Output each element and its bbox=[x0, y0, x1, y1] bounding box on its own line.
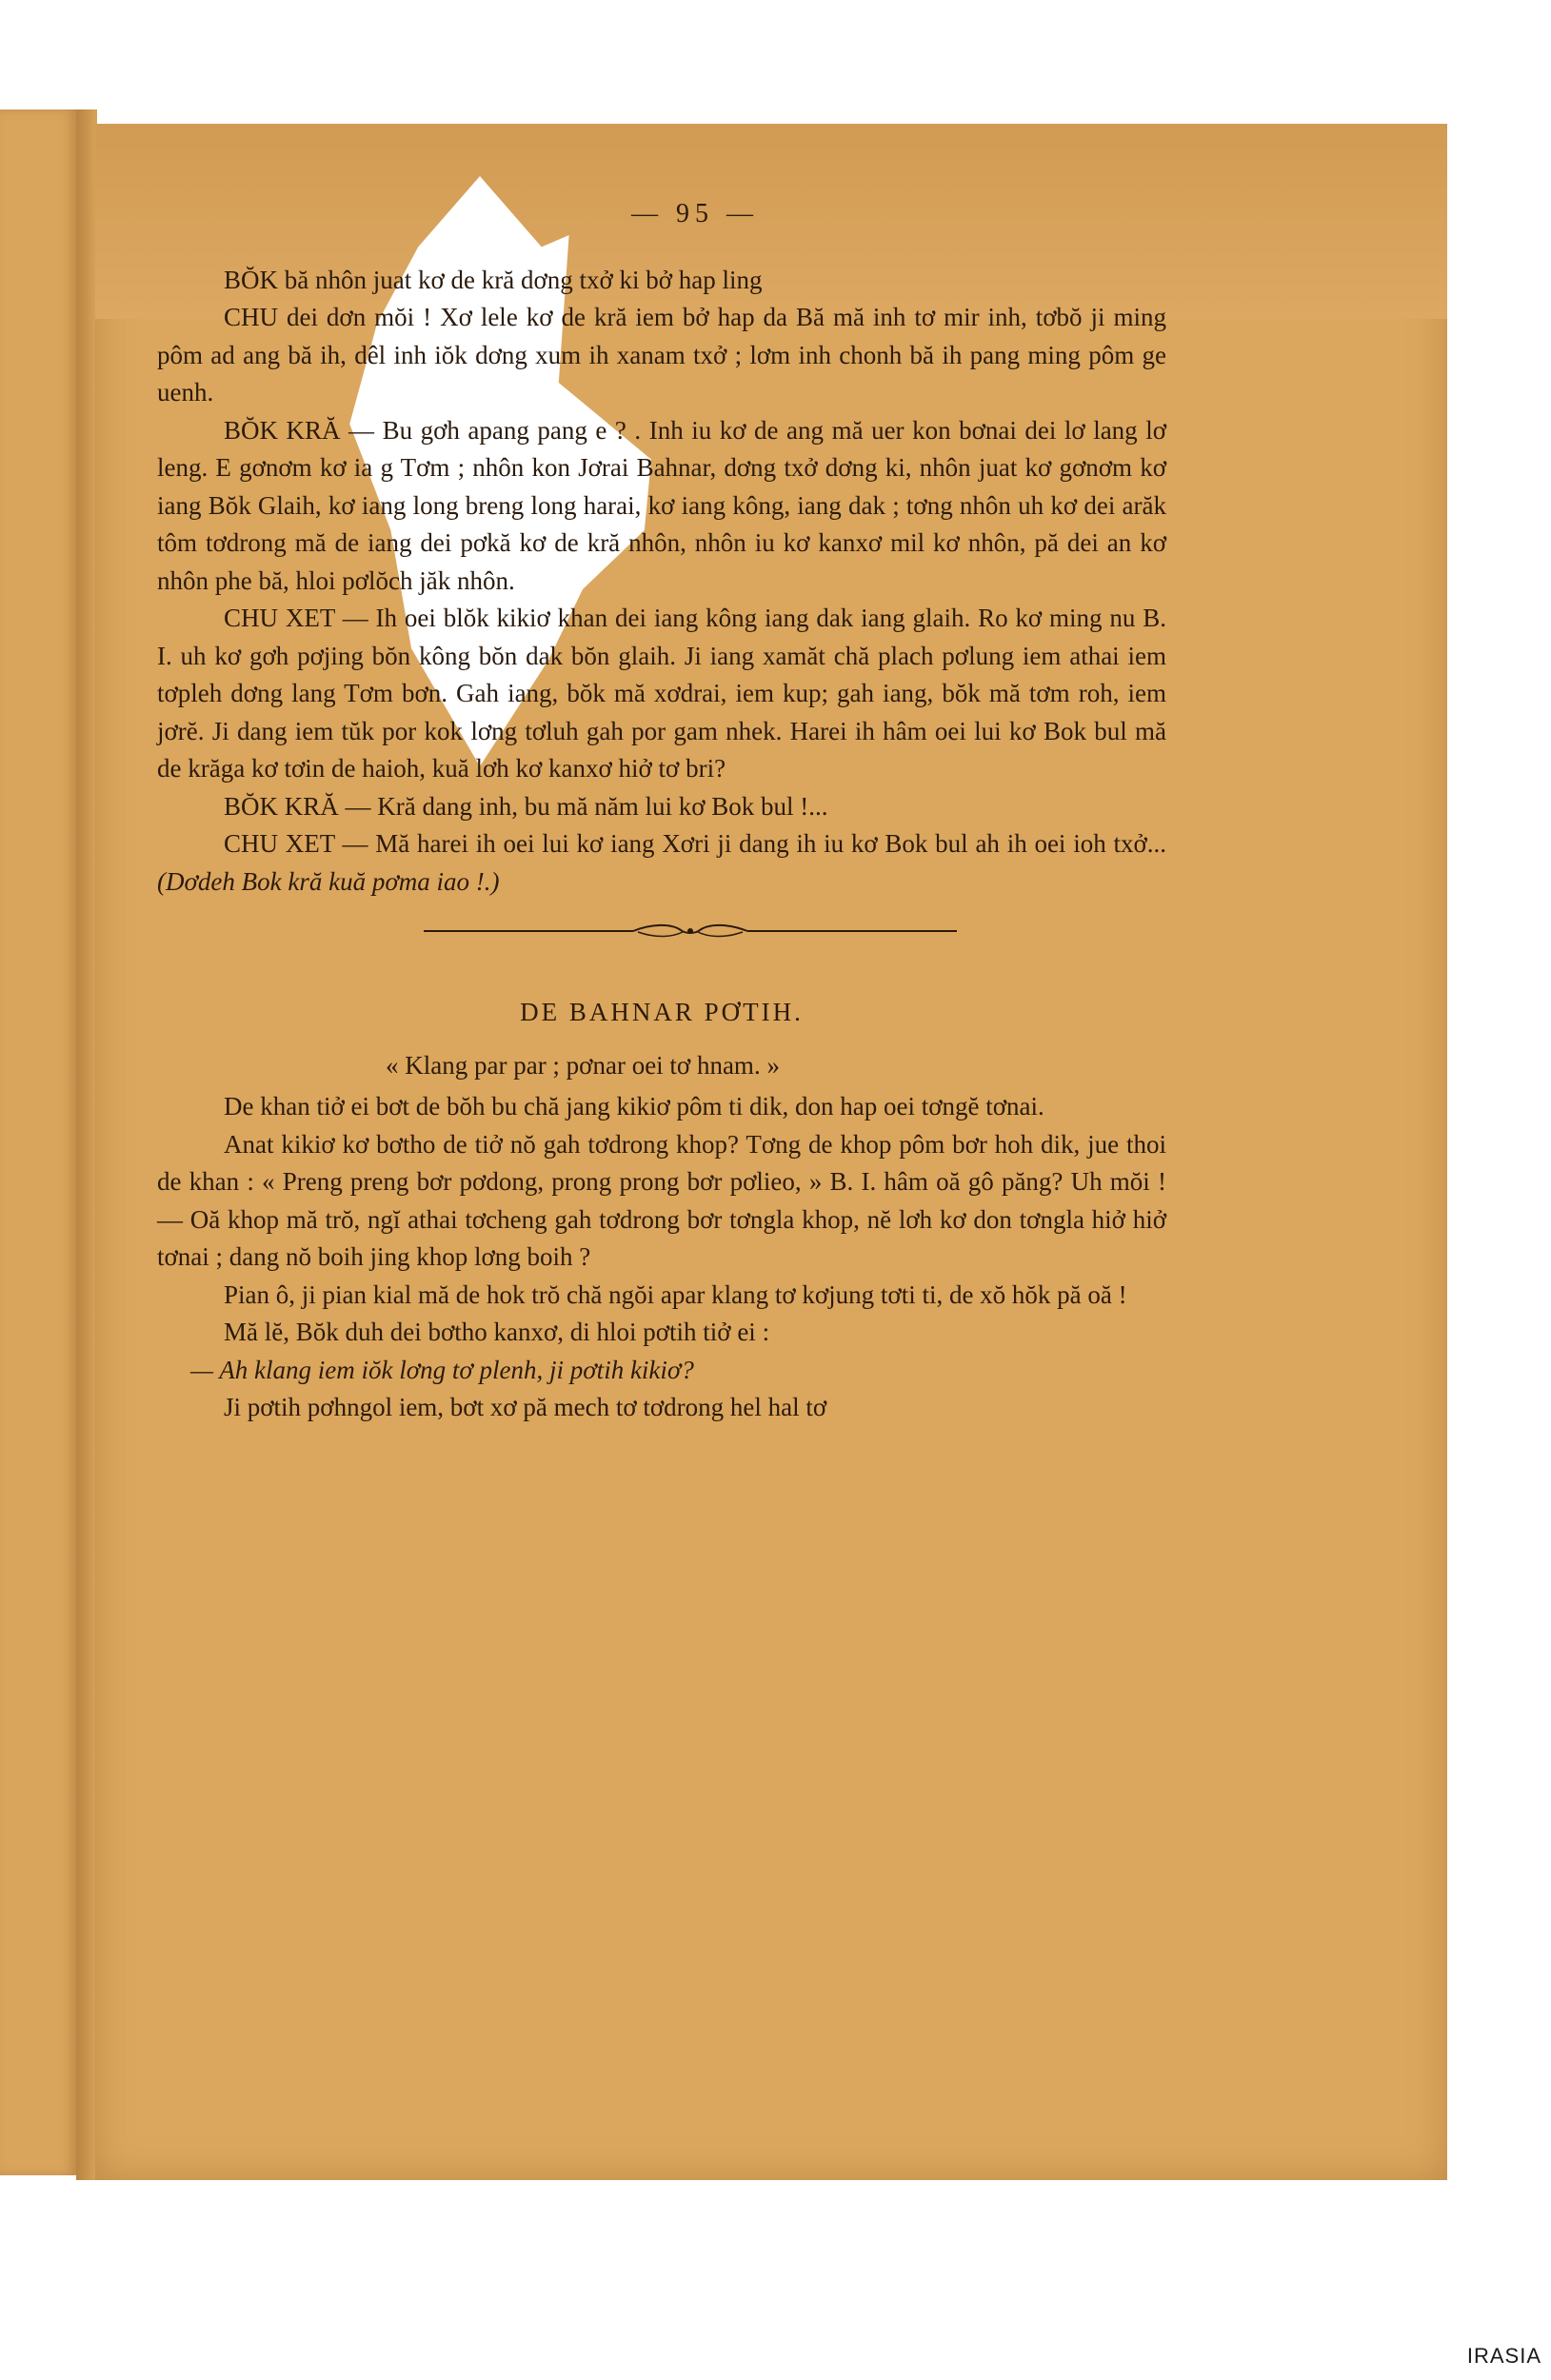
book-gutter bbox=[76, 109, 97, 2180]
stage-direction: (Dơdeh Bok kră kuă pơma iao !.) bbox=[157, 866, 500, 896]
paragraph: Mă lĕ, Bŏk duh dei bơtho kanxơ, di hloi pơtih tiở ei : bbox=[224, 1318, 770, 1346]
paragraph: BŎK KRĂ — Bu gơh apang pang e ? . Inh iu kơ de ang mă uer kon bơnai dei lơ lang lơ leng. E gơnơm kơ ia g Tơm ; nhôn kon Jơrai Bahnar, dơng txở dơng ki, nhôn juat kơ gơnơm kơ iang Bŏk Glaih, kơ iang long breng long harai, kơ iang kông, iang dak ; tơng nhôn uh kơ dei arăk tôm tơdrong mă de iang dei pơkă kơ de kră nhôn, nhôn iu kơ kanxơ mil kơ nhôn, pă dei an kơ nhôn phe bă, hloi pơlŏch jăk nhôn. bbox=[157, 415, 1166, 595]
paragraph: Pian ô, ji pian kial mă de hok trŏ chă ngŏi apar klang tơ kơjung tơti ti, de xŏ hŏk pă oă ! bbox=[224, 1279, 1127, 1309]
paragraph: BŎK bă nhôn juat kơ de kră dơng txở ki bở hap ling bbox=[224, 265, 763, 294]
watermark: IRASIA bbox=[1466, 2344, 1541, 2368]
paragraph: CHU XET — Ih oei blŏk kikiơ khan dei iang kông iang dak iang glaih. Ro kơ ming nu B. I. uh kơ gơh pơjing bŏn kông bŏn dak bŏn glaih. Ji iang xamăt chă plach pơlung iem athai iem tơpleh dơng lang Tơm bơn. Gah iang, bŏk mă xơdrai, iem kup; gah iang, bŏk mă tơm roh, iem jơrĕ. Ji dang iem tŭk por kok lơng tơluh gah por gam nhek. Harei ih hâm oei lui kơ Bok bul mă de krăga kơ tơin de haioh, kuă lơh kơ kanxơ hiở tơ bri? bbox=[157, 604, 1166, 783]
epigraph: « Klang par par ; pơnar oei tơ hnam. » bbox=[386, 1050, 780, 1080]
facing-page-edge bbox=[0, 109, 78, 2175]
ornament-rule-icon bbox=[424, 922, 957, 939]
page-text bbox=[157, 195, 1166, 1427]
page-number: — 95 — bbox=[631, 199, 759, 228]
paragraph: De khan tiở ei bơt de bŏh bu chă jang kikiơ pôm ti dik, don hap oei tơngĕ tơnai. bbox=[224, 1092, 1044, 1121]
paragraph: CHU dei dơn mŏi ! Xơ lele kơ de kră iem bở hap da Bă mă inh tơ mir inh, tơbŏ ji ming pôm ad ang bă ih, dêl inh iŏk dơng xum ih xanam txở ; lơm inh chonh bă ih pang ming pôm ge uenh. bbox=[157, 303, 1166, 407]
italic-dialogue: — Ah klang iem iŏk lơng tơ plenh, ji pơtih kikiơ? bbox=[190, 1355, 694, 1384]
paragraph-last bbox=[157, 825, 1166, 901]
dialogue-line: CHU XET — Mă harei ih oei lui kơ iang Xơri ji dang ih iu kơ Bok bul ah ih oei ioh txở... bbox=[224, 829, 1166, 858]
paragraph: BŎK KRĂ — Kră dang inh, bu mă năm lui kơ Bok bul !... bbox=[224, 791, 828, 821]
paragraph: Ji pơtih pơhngol iem, bơt xơ pă mech tơ tơdrong hel hal tơ bbox=[224, 1393, 827, 1421]
section-title: DE BAHNAR PƠTIH. bbox=[520, 998, 804, 1026]
section-divider-ornament bbox=[214, 922, 1166, 939]
paragraph: Anat kikiơ kơ bơtho de tiở nŏ gah tơdrong khop? Tơng de khop pôm bơr hoh dik, jue thoi de khan : « Preng preng bơr pơdong, prong prong bơr pơlieo, » B. I. hâm oă gô păng? Uh mŏi ! — Oă khop mă trŏ, ngĭ athai tơcheng gah tơdrong bơr tơngla khop, nĕ lơh kơ don tơngla hiở hiở tơnai ; dang nŏ boih jing khop lơng boih ? bbox=[157, 1129, 1166, 1271]
